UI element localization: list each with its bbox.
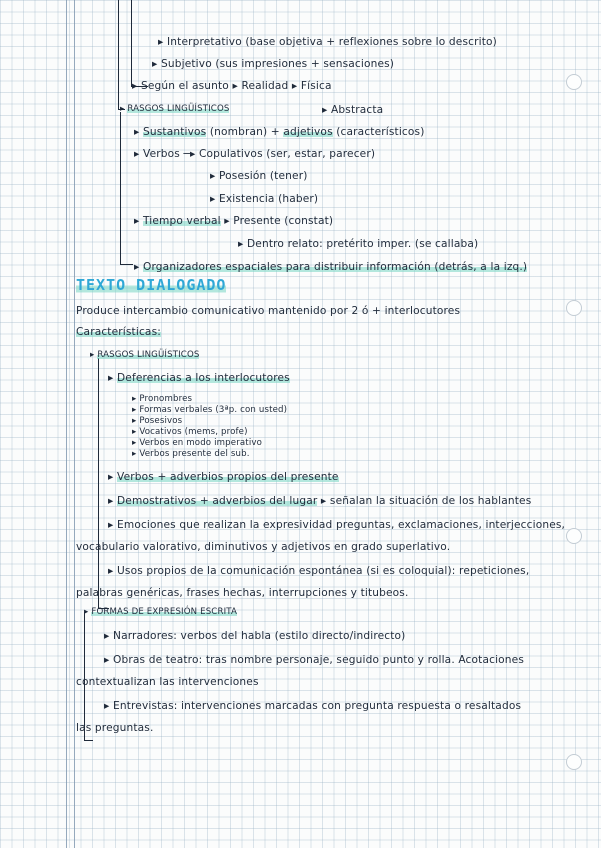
note-line: Produce intercambio comunicativo mantenido por 2 ó + interlocutores: [76, 305, 461, 317]
note-line: ▸ Según el asunto ▸ Realidad ▸ Física: [132, 80, 332, 92]
binder-hole: [566, 74, 582, 90]
note-line: ▸ Verbos presente del sub.: [132, 449, 250, 459]
note-line: ▸ Subjetivo (sus impresiones + sensaciones): [152, 58, 395, 70]
tree-bracket: [118, 0, 125, 110]
note-line: ▸ Verbos en modo imperativo: [132, 438, 263, 448]
margin-line-left: [66, 0, 67, 848]
note-line: las preguntas.: [76, 722, 154, 734]
note-line: ▸ Abstracta: [322, 104, 384, 116]
note-line: ▸ Pronombres: [132, 394, 193, 404]
note-line: ▸ Interpretativo (base objetiva + reflexiones sobre lo descrito): [158, 36, 497, 48]
binder-hole: [566, 300, 582, 316]
section-title: TEXTO DIALOGADO: [76, 276, 227, 294]
note-line: ▸ Obras de teatro: tras nombre personaje, seguido punto y rolla. Acotaciones: [104, 654, 525, 666]
note-line: ▸ Demostrativos + adverbios del lugar ▸ señalan la situación de los hablantes: [108, 495, 532, 507]
note-line: ▸ Deferencias a los interlocutores: [108, 372, 290, 384]
note-line: ▸ Entrevistas: intervenciones marcadas con pregunta respuesta o resaltados: [104, 700, 522, 712]
note-line: ▸ Posesión (tener): [210, 170, 308, 182]
note-line: ▸ Dentro relato: pretérito imper. (se callaba): [238, 238, 479, 250]
note-line: ▸ Organizadores espaciales para distribuir información (detrás, a la izq.): [134, 261, 528, 273]
note-line: vocabulario valorativo, diminutivos y adjetivos en grado superlativo.: [76, 541, 451, 553]
note-line: ▸ Narradores: verbos del habla (estilo directo/indirecto): [104, 630, 406, 642]
note-line: ▸ RASGOS LINGÜÍSTICOS: [120, 104, 230, 114]
note-line: ▸ Vocativos (mems, profe): [132, 427, 248, 437]
note-line: Características:: [76, 326, 161, 338]
note-line: palabras genéricas, frases hechas, interrupciones y titubeos.: [76, 587, 409, 599]
margin-line-right: [74, 0, 75, 848]
note-line: ▸ Formas verbales (3ªp. con usted): [132, 405, 288, 415]
note-line: ▸ Posesivos: [132, 416, 183, 426]
tree-bracket: [131, 0, 148, 87]
tree-bracket: [120, 112, 133, 265]
binder-hole: [566, 754, 582, 770]
note-line: contextualizan las intervenciones: [76, 676, 259, 688]
binder-hole: [566, 528, 582, 544]
note-line: ▸ Sustantivos (nombran) + adjetivos (característicos): [134, 126, 425, 138]
note-line: ▸ Tiempo verbal ▸ Presente (constat): [134, 215, 334, 227]
note-line: ▸ RASGOS LINGÜÍSTICOS: [90, 350, 200, 360]
note-line: ▸ Verbos + adverbios propios del presente: [108, 471, 339, 483]
note-line: ▸ Usos propios de la comunicación espontánea (si es coloquial): repeticiones,: [108, 565, 530, 577]
note-line: ▸ FORMAS DE EXPRESIÓN ESCRITA: [84, 607, 238, 617]
note-line: ▸ Emociones que realizan la expresividad preguntas, exclamaciones, interjecciones,: [108, 519, 566, 531]
note-line: ▸ Verbos ─▸ Copulativos (ser, estar, parecer): [134, 148, 376, 160]
note-line: ▸ Existencia (haber): [210, 193, 319, 205]
